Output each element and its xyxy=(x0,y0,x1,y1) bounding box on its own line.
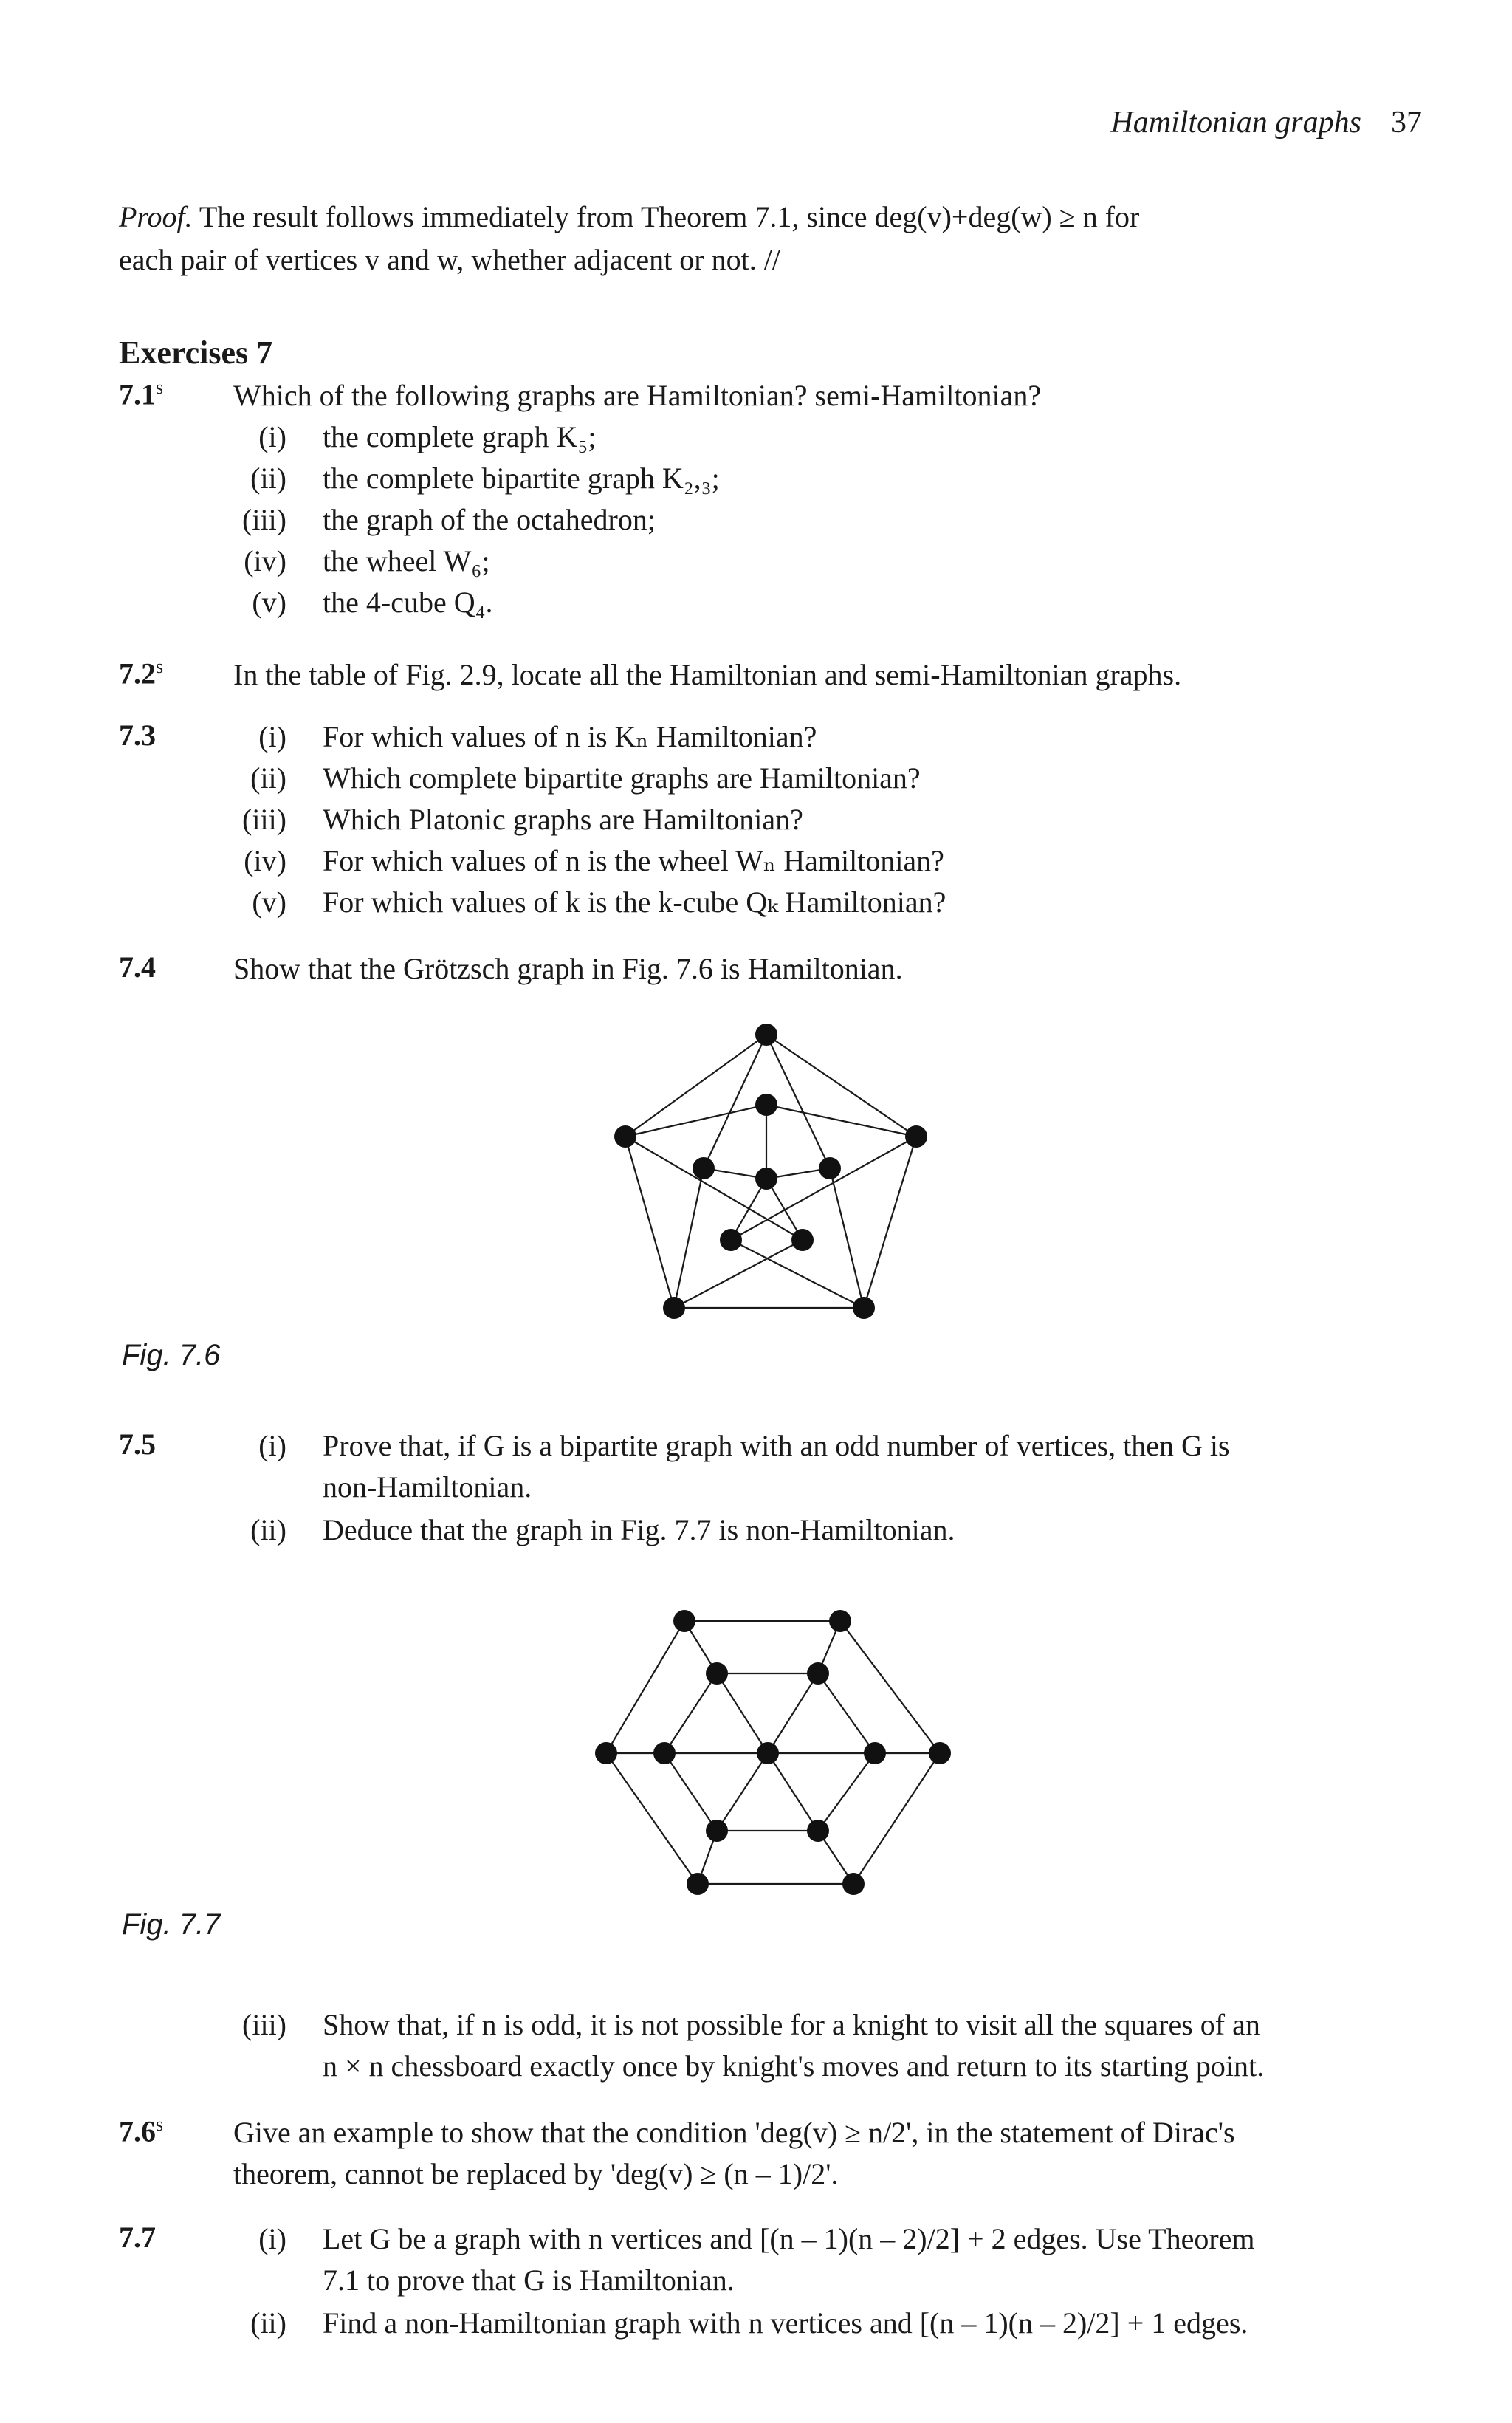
exercise-7-6-line-1: Give an example to show that the condition 'deg(v) ≥ n/2', in the statement of Dirac's xyxy=(233,2116,1235,2149)
exercise-number-7-5: 7.5 xyxy=(119,1428,156,1461)
roman-numeral: (ii) xyxy=(250,2306,286,2340)
exercise-number-7-3: 7.3 xyxy=(119,719,156,752)
graph-vertex xyxy=(757,1742,779,1764)
exercise-item: the graph of the octahedron; xyxy=(323,503,656,536)
graph-vertex xyxy=(673,1610,695,1632)
exercise-item-line: 7.1 to prove that G is Hamiltonian. xyxy=(323,2263,735,2297)
exercise-7-4-text: Show that the Grötzsch graph in Fig. 7.6 is Hamiltonian. xyxy=(233,952,903,985)
exercise-number-7-4: 7.4 xyxy=(119,950,156,984)
graph-vertex xyxy=(755,1024,777,1046)
grotzsch-graph xyxy=(614,1024,927,1319)
roman-numeral: (iii) xyxy=(242,503,286,536)
exercise-item: the 4-cube Q₄. xyxy=(323,586,493,619)
graph-vertex xyxy=(853,1297,875,1319)
exercise-item: Which complete bipartite graphs are Hamiltonian? xyxy=(323,761,921,795)
graph-vertex xyxy=(864,1742,886,1764)
roman-numeral: (i) xyxy=(258,420,286,453)
graph-vertex xyxy=(755,1168,777,1190)
graph-vertex xyxy=(819,1157,841,1179)
exercise-number-7-2: 7.2$^s$ xyxy=(119,656,164,690)
exercise-item: the wheel W₆; xyxy=(323,544,490,578)
exercise-item-line: non-Hamiltonian. xyxy=(323,1470,532,1504)
running-title: Hamiltonian graphs xyxy=(1110,106,1361,140)
graph-vertex xyxy=(687,1873,709,1895)
exercise-item-line: Let G be a graph with n vertices and [(n – 1)(n – 2)/2] + 2 edges. Use Theorem xyxy=(323,2222,1255,2255)
graph-vertex xyxy=(842,1873,865,1895)
bipartite-hexagon-graph xyxy=(595,1610,951,1895)
exercise-item-line: Show that, if n is odd, it is not possible for a knight to visit all the squares of an xyxy=(323,2008,1260,2041)
exercise-item-line: n × n chessboard exactly once by knight's moves and return to its starting point. xyxy=(323,2049,1265,2083)
exercise-number-7-6: 7.6$^s$ xyxy=(119,2114,164,2148)
exercise-7-2-text: In the table of Fig. 2.9, locate all the Hamiltonian and semi-Hamiltonian graphs. xyxy=(233,658,1182,691)
exercise-item: Which Platonic graphs are Hamiltonian? xyxy=(323,803,803,836)
graph-vertex xyxy=(706,1662,728,1685)
graph-vertex xyxy=(693,1157,715,1179)
graph-vertex xyxy=(706,1820,728,1842)
roman-numeral: (v) xyxy=(252,586,286,619)
graph-vertex xyxy=(905,1125,927,1148)
roman-numeral: (ii) xyxy=(250,462,286,495)
graph-vertex xyxy=(653,1742,676,1764)
roman-numeral: (i) xyxy=(258,2222,286,2255)
roman-numeral: (v) xyxy=(252,885,286,919)
roman-numeral: (iv) xyxy=(244,844,286,877)
graph-vertex xyxy=(595,1742,617,1764)
roman-numeral: (iii) xyxy=(242,803,286,836)
exercise-7-1-text: Which of the following graphs are Hamiltonian? semi-Hamiltonian? xyxy=(233,379,1042,412)
graph-vertex xyxy=(807,1662,829,1685)
proof-line-2: each pair of vertices v and w, whether adjacent or not. // xyxy=(119,243,780,276)
figure-label-7-6: Fig. 7.6 xyxy=(122,1339,221,1371)
exercise-item-line: Prove that, if G is a bipartite graph with an odd number of vertices, then G is xyxy=(323,1429,1230,1462)
graph-vertex xyxy=(791,1229,814,1251)
proof-line-1: Proof. The result follows immediately from Theorem 7.1, since deg(v)+deg(w) ≥ n for xyxy=(119,200,1140,233)
exercise-item: For which values of n is the wheel Wₙ Hamiltonian? xyxy=(323,844,944,877)
graph-vertex xyxy=(663,1297,685,1319)
graph-vertex xyxy=(929,1742,951,1764)
roman-numeral: (ii) xyxy=(250,761,286,795)
roman-numeral: (i) xyxy=(258,1429,286,1462)
graph-vertex xyxy=(807,1820,829,1842)
graph-vertex xyxy=(755,1094,777,1116)
roman-numeral: (iii) xyxy=(242,2008,286,2041)
graph-vertex xyxy=(720,1229,742,1251)
exercise-7-6-line-2: theorem, cannot be replaced by 'deg(v) ≥ (n – 1)/2'. xyxy=(233,2157,839,2190)
exercise-number-7-1: 7.1$^s$ xyxy=(119,377,164,411)
exercise-item-line: Deduce that the graph in Fig. 7.7 is non-Hamiltonian. xyxy=(323,1513,955,1546)
graph-vertex xyxy=(829,1610,851,1632)
exercise-item: the complete graph K₅; xyxy=(323,420,597,453)
exercises-heading: Exercises 7 xyxy=(119,335,273,371)
graph-vertex xyxy=(614,1125,636,1148)
exercise-item: the complete bipartite graph K₂,₃; xyxy=(323,462,720,495)
exercise-item: For which values of k is the k-cube Qₖ Hamiltonian? xyxy=(323,885,946,919)
roman-numeral: (i) xyxy=(258,720,286,753)
exercise-item-line: Find a non-Hamiltonian graph with n vertices and [(n – 1)(n – 2)/2] + 1 edges. xyxy=(323,2306,1248,2340)
roman-numeral: (iv) xyxy=(244,544,286,578)
figure-label-7-7: Fig. 7.7 xyxy=(122,1908,221,1941)
page-number: 37 xyxy=(1391,106,1422,140)
roman-numeral: (ii) xyxy=(250,1513,286,1546)
exercise-number-7-7: 7.7 xyxy=(119,2221,156,2254)
exercise-item: For which values of n is Kₙ Hamiltonian? xyxy=(323,720,817,753)
proof-label: Proof. xyxy=(119,200,193,233)
